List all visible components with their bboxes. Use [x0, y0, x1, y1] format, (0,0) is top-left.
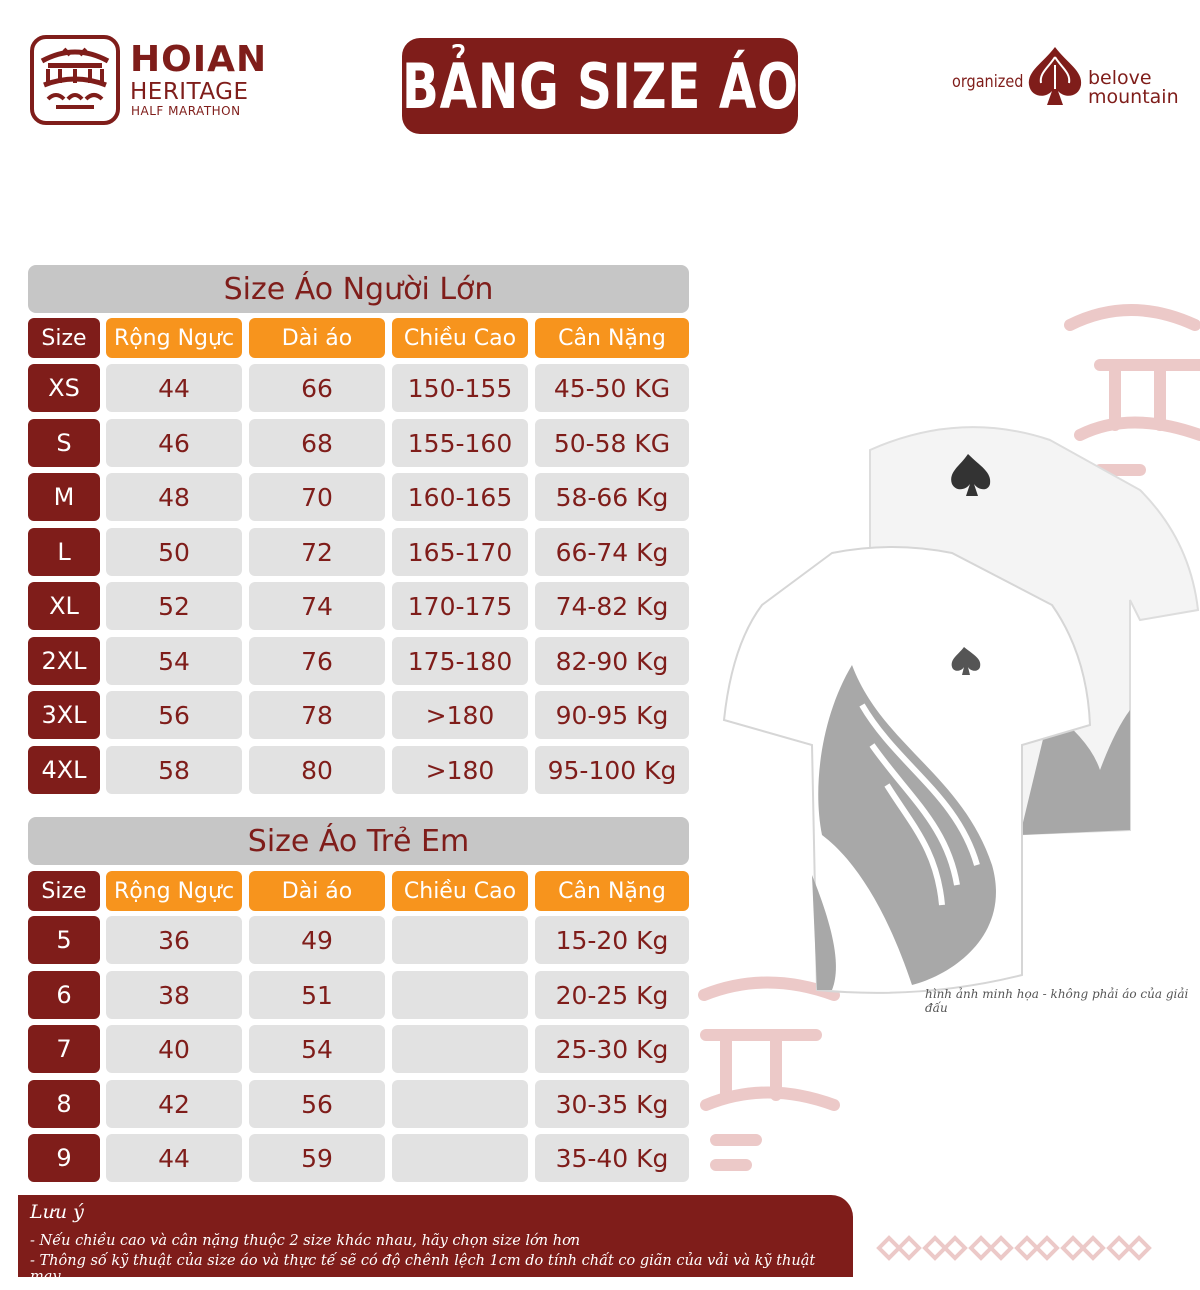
- adult-size-xl: XL: [28, 582, 100, 630]
- table-cell: 36: [106, 916, 242, 964]
- table-cell: 59: [249, 1134, 385, 1182]
- hoian-logo-emblem: [30, 35, 120, 125]
- adult-section-title: Size Áo Người Lớn: [28, 265, 689, 313]
- adult-size-s: S: [28, 419, 100, 467]
- table-cell: 44: [106, 364, 242, 412]
- table-cell: 42: [106, 1080, 242, 1128]
- table-cell: 56: [249, 1080, 385, 1128]
- table-cell: 66-74 Kg: [535, 528, 689, 576]
- page-title: BẢNG SIZE ÁO: [401, 49, 799, 123]
- table-cell: 35-40 Kg: [535, 1134, 689, 1182]
- table-cell: 70: [249, 473, 385, 521]
- kids-col-chest: Rộng Ngực: [106, 871, 242, 911]
- adult-size-3xl: 3XL: [28, 691, 100, 739]
- table-cell: 52: [106, 582, 242, 630]
- note-title: Lưu ý: [30, 1201, 84, 1223]
- table-cell: 74: [249, 582, 385, 630]
- kids-size-9: 9: [28, 1134, 100, 1182]
- decorative-pattern: [875, 1232, 1155, 1268]
- adult-col-length: Dài áo: [249, 318, 385, 358]
- table-cell: 49: [249, 916, 385, 964]
- table-cell: 20-25 Kg: [535, 971, 689, 1019]
- table-cell: 46: [106, 419, 242, 467]
- table-cell: 76: [249, 637, 385, 685]
- kids-size-5: 5: [28, 916, 100, 964]
- table-cell: 170-175: [392, 582, 528, 630]
- logo-text-hoian: HOIAN: [130, 39, 268, 80]
- table-cell: >180: [392, 691, 528, 739]
- table-cell: 15-20 Kg: [535, 916, 689, 964]
- table-cell: 66: [249, 364, 385, 412]
- table-cell: 74-82 Kg: [535, 582, 689, 630]
- table-cell: 40: [106, 1025, 242, 1073]
- table-cell: 90-95 Kg: [535, 691, 689, 739]
- table-cell: [392, 971, 528, 1019]
- adult-size-l: L: [28, 528, 100, 576]
- adult-size-2xl: 2XL: [28, 637, 100, 685]
- table-cell: 150-155: [392, 364, 528, 412]
- kids-col-length: Dài áo: [249, 871, 385, 911]
- table-cell: 44: [106, 1134, 242, 1182]
- kids-size-8: 8: [28, 1080, 100, 1128]
- kids-col-height: Chiều Cao: [392, 871, 528, 911]
- table-cell: 175-180: [392, 637, 528, 685]
- table-cell: 54: [249, 1025, 385, 1073]
- table-cell: 80: [249, 746, 385, 794]
- table-cell: 25-30 Kg: [535, 1025, 689, 1073]
- note-line: - Nếu chiều cao và cân nặng thuộc 2 size khác nhau, hãy chọn size lớn hơn: [30, 1233, 581, 1249]
- table-cell: >180: [392, 746, 528, 794]
- logo-text-heritage: HERITAGE: [130, 79, 249, 105]
- table-cell: 68: [249, 419, 385, 467]
- kids-col-size: Size: [28, 871, 100, 911]
- title-banner: [402, 38, 798, 134]
- table-cell: 56: [106, 691, 242, 739]
- logo-text-half-marathon: HALF MARATHON: [131, 104, 241, 118]
- table-cell: 95-100 Kg: [535, 746, 689, 794]
- table-cell: 165-170: [392, 528, 528, 576]
- table-cell: 155-160: [392, 419, 528, 467]
- adult-col-weight: Cân Nặng: [535, 318, 689, 358]
- note-box: [18, 1195, 853, 1285]
- adult-size-xs: XS: [28, 364, 100, 412]
- table-cell: [392, 1080, 528, 1128]
- brand-text-belove: belove: [1088, 67, 1152, 89]
- shirt-front-image: [722, 545, 1092, 1004]
- shirt-caption: hình ảnh minh họa - không phải áo của giải đấu: [925, 987, 1189, 1015]
- table-cell: 72: [249, 528, 385, 576]
- table-cell: [392, 1025, 528, 1073]
- spade-icon: [1025, 45, 1085, 111]
- table-cell: 160-165: [392, 473, 528, 521]
- table-cell: 82-90 Kg: [535, 637, 689, 685]
- organizer-label: organized: [952, 72, 1024, 92]
- note-line: - Thông số kỹ thuật của size áo và thực tế sẽ có độ chênh lệch 1cm do tính chất co giãn của vải và kỹ thuật may.: [30, 1253, 816, 1285]
- table-cell: 54: [106, 637, 242, 685]
- table-cell: 45-50 KG: [535, 364, 689, 412]
- table-cell: 78: [249, 691, 385, 739]
- table-cell: [392, 916, 528, 964]
- table-cell: 58: [106, 746, 242, 794]
- kids-size-7: 7: [28, 1025, 100, 1073]
- table-cell: 50: [106, 528, 242, 576]
- table-cell: [392, 1134, 528, 1182]
- adult-size-m: M: [28, 473, 100, 521]
- kids-col-weight: Cân Nặng: [535, 871, 689, 911]
- table-cell: 58-66 Kg: [535, 473, 689, 521]
- adult-col-height: Chiều Cao: [392, 318, 528, 358]
- table-cell: 48: [106, 473, 242, 521]
- adult-col-chest: Rộng Ngực: [106, 318, 242, 358]
- table-cell: 51: [249, 971, 385, 1019]
- adult-col-size: Size: [28, 318, 100, 358]
- brand-text-mountain: mountain: [1088, 86, 1179, 108]
- kids-section-title: Size Áo Trẻ Em: [28, 817, 689, 865]
- table-cell: 50-58 KG: [535, 419, 689, 467]
- table-cell: 30-35 Kg: [535, 1080, 689, 1128]
- table-cell: 38: [106, 971, 242, 1019]
- adult-size-4xl: 4XL: [28, 746, 100, 794]
- kids-size-6: 6: [28, 971, 100, 1019]
